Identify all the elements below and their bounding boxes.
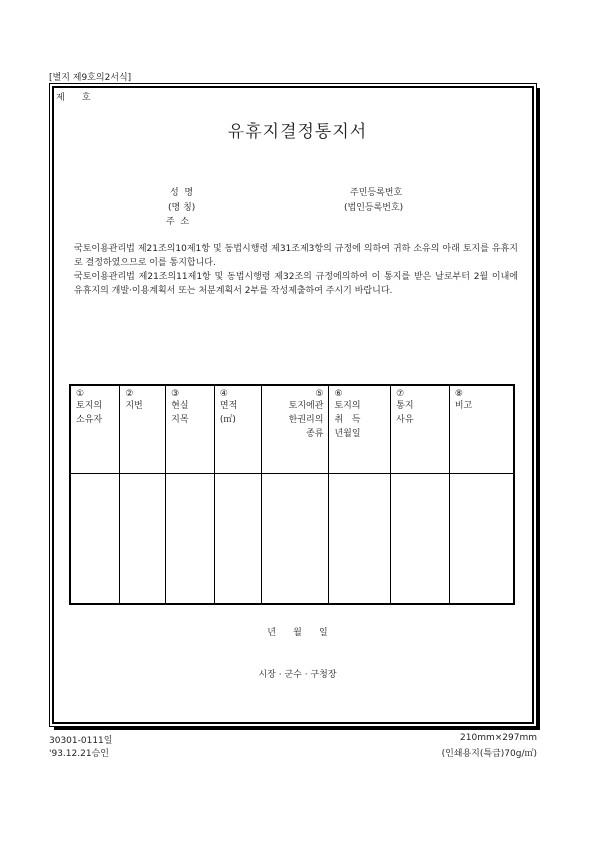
- corp-number-label: (법인등록번호): [344, 203, 404, 213]
- notice-paragraph-2: 국토이용관리법 제21조의11제1항 및 동법시행령 제32조의 규정에의하여 이 통지를 받은 날로부터 2월 이내에 유휴지의 개발·이용계획서 또는 처분계획서 2부를 작성제출하여 주시기 바랍니다.: [74, 272, 518, 296]
- column-header-area: ④ 면적 (㎡): [214, 385, 261, 473]
- column-header-land-category: ③ 현실 지목: [166, 385, 215, 473]
- table-cell: [261, 473, 329, 604]
- table-cell: [449, 473, 514, 604]
- land-table: [69, 384, 515, 605]
- form-code: 30301-0111일: [49, 736, 113, 746]
- address-label: 주 소: [166, 217, 190, 227]
- paper-size: 210mm×297mm: [460, 733, 537, 743]
- column-header-acquisition-date: ⑥ 토지의 취 득 년월일: [329, 385, 391, 473]
- date-line: 년 월 일: [267, 628, 328, 638]
- issuer-line: 시장 · 군수 · 구청장: [258, 670, 337, 680]
- column-header-lot-number: ② 지번: [120, 385, 166, 473]
- table-row: [70, 473, 514, 604]
- table-cell: [120, 473, 166, 604]
- table-cell: [214, 473, 261, 604]
- column-header-remarks: ⑧ 비고: [449, 385, 514, 473]
- table-cell: [391, 473, 450, 604]
- document-number: 제 호: [56, 93, 91, 103]
- paper-spec: (인쇄용지(특급)70g/㎡): [441, 749, 537, 759]
- frame-shadow-bottom: [54, 727, 540, 730]
- form-reference: [별지 제9호의2서식]: [49, 73, 132, 83]
- table-cell: [70, 473, 120, 604]
- table-header-row: [70, 385, 514, 473]
- approval-date: '93.12.21승인: [49, 749, 109, 759]
- column-header-owner: ① 토지의 소유자: [70, 385, 120, 473]
- name-alt-label: (명 칭): [168, 203, 196, 213]
- column-header-right-type: ⑤ 토지에관 한권리의 종류: [261, 385, 329, 473]
- table-cell: [166, 473, 215, 604]
- id-number-label: 주민등록번호: [350, 188, 403, 198]
- name-label: 성 명: [170, 188, 194, 198]
- column-header-reason: ⑦ 통지 사유: [391, 385, 450, 473]
- table-cell: [329, 473, 391, 604]
- notice-paragraph-1: 국토이용관리법 제21조의10제1항 및 동법시행령 제31조제3항의 규정에 의하여 귀하 소유의 아래 토지를 유휴지로 결정하였으므로 이를 통지합니다.: [74, 244, 518, 268]
- page-title: 유휴지결정통지서: [227, 122, 368, 142]
